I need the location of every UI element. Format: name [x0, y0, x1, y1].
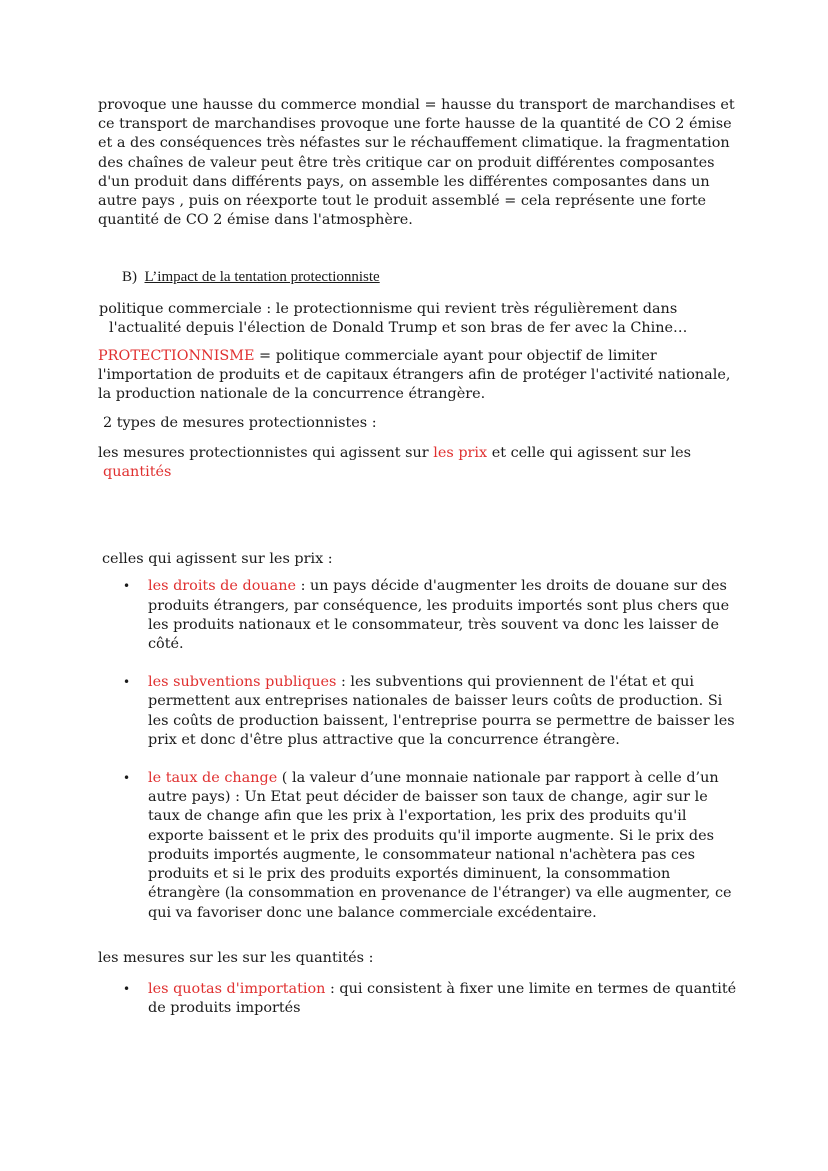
section-heading	[98, 268, 738, 287]
measure-term: les droits de douane	[148, 578, 296, 595]
commercial-policy-paragraph	[98, 300, 738, 338]
measure-term: les subventions publiques	[148, 674, 337, 691]
intro-paragraph: provoque une hausse du commerce mondial = hausse du transport de marchandises et ce transport de marchandises provoque une forte hausse de la quantité de CO 2 émise et a des conséquences très néfastes sur le réchauffement climatique. la fragmentation des chaînes de valeur peut être très critique car on produit différentes composantes d'un produit dans différents pays, on assemble les différentes composantes dans un autre pays , puis on réexporte tout le produit assemblé = cela représente une forte quantité de CO 2 émise dans l'atmosphère.	[98, 97, 735, 229]
types-line	[98, 444, 738, 482]
list-item	[98, 577, 738, 654]
measure-term: le taux de change	[148, 770, 278, 787]
section-title: L’impact de la tentation protectionniste	[144, 269, 380, 286]
list-item	[98, 673, 738, 750]
quantity-measures-list	[98, 980, 738, 1018]
definition-paragraph	[98, 347, 738, 405]
types-line-middle: et celle qui agissent sur les	[487, 444, 692, 461]
measure-text: : un pays décide d'augmenter les droits de douane sur des produits étrangers, par conséquence, les produits importés sont plus chers que les produits nationaux et le consommateur, très souvent va donc les laisser de côté.	[148, 578, 730, 653]
measure-term: les quotas d'importation	[148, 980, 326, 997]
bullet-icon: •	[123, 981, 131, 996]
types-line-before: les mesures protectionnistes qui agissent sur	[98, 444, 434, 461]
measure-text: : les subventions qui proviennent de l'état et qui permettent aux entreprises nationales de baisser leurs coûts de production. Si les coûts de production baissent, l'entreprise pourra se permettre de baisser les prix et donc d'être plus attractive que la concurrence étrangère.	[148, 674, 735, 748]
price-measures-list	[98, 577, 738, 922]
types-heading: 2 types de mesures protectionnistes :	[103, 414, 377, 431]
list-item	[98, 769, 738, 923]
types-line-quantities: quantités	[103, 464, 172, 481]
quantities-heading: les mesures sur les sur les quantités :	[98, 949, 374, 966]
list-item	[98, 980, 738, 1018]
types-line-prices: les prix	[433, 444, 488, 461]
definition-term: PROTECTIONNISME	[98, 348, 255, 365]
measure-text: : qui consistent à fixer une limite en termes de quantité de produits importés	[148, 980, 737, 1017]
spacer	[98, 482, 738, 550]
prices-heading: celles qui agissent sur les prix :	[102, 551, 333, 568]
bullet-icon: •	[123, 771, 131, 786]
section-marker: B)	[122, 269, 137, 286]
document-page	[98, 96, 738, 1018]
bullet-icon: •	[123, 579, 131, 594]
commercial-policy-text: politique commerciale : le protectionnisme qui revient très régulièrement dans l'actualité depuis l'élection de Donald Trump et son bras de fer avec la Chine…	[99, 300, 688, 336]
bullet-icon: •	[123, 675, 131, 690]
definition-text: = politique commerciale ayant pour objectif de limiter l'importation de produits et de capitaux étrangers afin de protéger l'activité nationale, la production nationale de la concurrence étrangère.	[98, 348, 731, 403]
measure-text: ( la valeur d’une monnaie nationale par rapport à celle d’un autre pays) : Un Etat peut décider de baisser son taux de change, agir sur le taux de change afin que les prix à l'exportation, les prix des produits qu'il exporte baissent et le prix des produits qu'il importe augmente. Si le prix des produits importés augmente, le consommateur national n'achètera pas ces produits et si le prix des produits exportés diminuent, la consommation étrangère (la consommation en provenance de l'étranger) va elle augmenter, ce qui va favoriser donc une balance commerciale excédentaire.	[148, 770, 732, 921]
